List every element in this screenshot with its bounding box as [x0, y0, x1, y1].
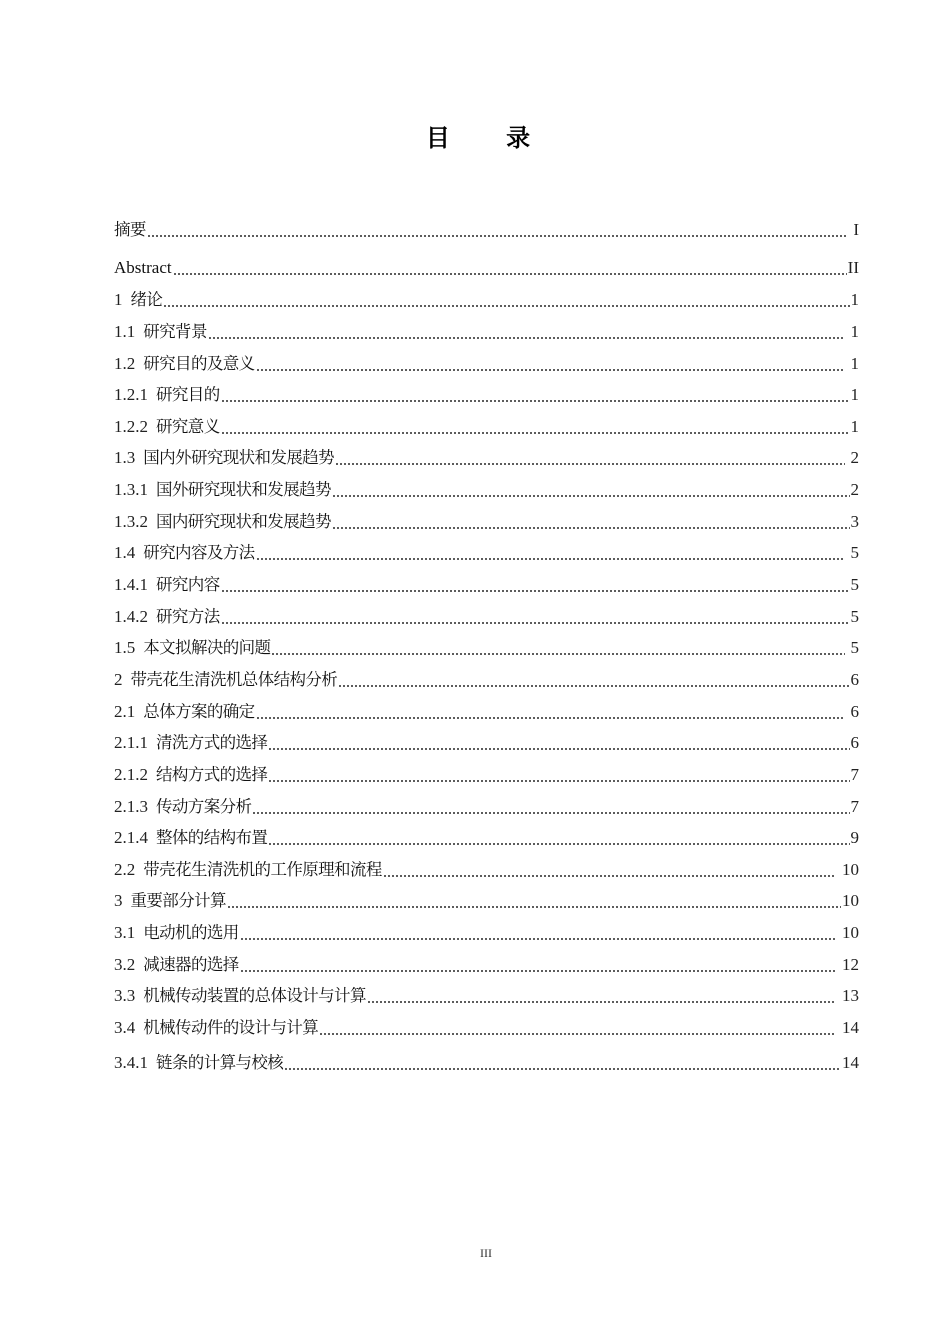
- toc-dot-leader: [252, 797, 849, 817]
- toc-entry-label: [114, 638, 270, 658]
- toc-entry-label: [114, 607, 220, 627]
- toc-entry[interactable]: [114, 729, 859, 753]
- toc-entry-label: [114, 575, 220, 595]
- toc-entry[interactable]: [114, 603, 859, 627]
- toc-section-number: 1.4: [114, 543, 136, 562]
- toc-dot-leader: [221, 385, 850, 405]
- toc-entry[interactable]: [114, 761, 859, 785]
- toc-section-number: 2.1.2: [114, 765, 148, 784]
- toc-section-title: 研究内容: [156, 575, 220, 594]
- toc-dot-leader: [221, 607, 850, 627]
- toc-section-number: 2.1.4: [114, 828, 148, 847]
- toc-section-title: 摘要: [114, 220, 146, 239]
- toc-entry-label: [114, 733, 267, 753]
- toc-page-number: 6: [850, 670, 859, 689]
- toc-section-number: 3.2: [114, 955, 136, 974]
- toc-page-number: 1: [850, 322, 859, 341]
- toc-entry[interactable]: [114, 254, 859, 278]
- toc-page-number: 2: [850, 448, 859, 467]
- toc-section-title: 研究背景: [143, 322, 207, 341]
- toc-section-number: 1.2: [114, 354, 136, 373]
- toc-entry[interactable]: [114, 698, 859, 722]
- toc-section-number: 2.1.1: [114, 733, 148, 752]
- toc-section-number: 2.1: [114, 702, 136, 721]
- toc-dot-leader: [319, 1018, 836, 1038]
- toc-page-number: 5: [850, 575, 859, 594]
- toc-section-number: 3.4: [114, 1018, 136, 1037]
- toc-page-number: 2: [850, 480, 859, 499]
- footer-page-number: III: [480, 1246, 492, 1260]
- toc-section-title: 重要部分计算: [130, 891, 226, 910]
- toc-section-title: 整体的结构布置: [156, 828, 268, 847]
- toc-section-number: 2: [114, 670, 123, 689]
- toc-section-number: 1.3.2: [114, 512, 148, 531]
- toc-section-title: 机械传动装置的总体设计与计算: [143, 986, 366, 1005]
- toc-page-number: 3: [850, 512, 859, 531]
- toc-entry-label: [114, 290, 162, 310]
- toc-section-title: 研究目的: [156, 385, 220, 404]
- toc-page-number: 6: [850, 702, 859, 721]
- toc-dot-leader: [284, 1053, 841, 1073]
- toc-entry[interactable]: [114, 413, 859, 437]
- toc-dot-leader: [335, 448, 844, 468]
- toc-section-title: 传动方案分析: [156, 797, 252, 816]
- toc-dot-leader: [332, 512, 850, 532]
- toc-section-number: 1.2.2: [114, 417, 148, 436]
- toc-entry[interactable]: [114, 1014, 859, 1038]
- toc-section-title: 带壳花生清洗机总体结构分析: [130, 670, 338, 689]
- toc-dot-leader: [268, 765, 849, 785]
- toc-entry-label: [114, 860, 382, 880]
- toc-section-number: 3.3: [114, 986, 136, 1005]
- toc-entry-label: [114, 670, 337, 690]
- toc-entry-label: [114, 797, 251, 817]
- toc-section-number: 2.2: [114, 860, 136, 879]
- toc-entry[interactable]: [114, 508, 859, 532]
- toc-section-title: 结构方式的选择: [156, 765, 268, 784]
- toc-page-number: 10: [842, 923, 859, 942]
- toc-page-number: 9: [850, 828, 859, 847]
- toc-page-number: 7: [850, 797, 859, 816]
- toc-page-number: 7: [850, 765, 859, 784]
- toc-section-number: 3.1: [114, 923, 136, 942]
- toc-section-title: 清洗方式的选择: [156, 733, 268, 752]
- toc-dot-leader: [163, 290, 849, 310]
- toc-section-number: 1.5: [114, 638, 136, 657]
- toc-page-number: 5: [850, 607, 859, 626]
- toc-section-title: 机械传动件的设计与计算: [143, 1018, 319, 1037]
- toc-section-number: 1: [114, 290, 123, 309]
- toc-page-number: 12: [842, 955, 859, 974]
- toc-page-number: 10: [842, 891, 859, 910]
- toc-page-number: 1: [850, 417, 859, 436]
- toc-page-number: 5: [850, 638, 859, 657]
- toc-section-number: 1.2.1: [114, 385, 148, 404]
- toc-dot-leader: [383, 860, 836, 880]
- toc-section-title: 带壳花生清洗机的工作原理和流程: [143, 860, 382, 879]
- toc-entry-label: [114, 543, 255, 563]
- toc-section-title: 本文拟解决的问题: [143, 638, 271, 657]
- toc-entry-label: [114, 448, 334, 468]
- toc-entry-label: [114, 765, 267, 785]
- toc-page-number: 1: [850, 385, 859, 404]
- toc-page-number: 13: [842, 986, 859, 1005]
- toc-section-title: 研究方法: [156, 607, 220, 626]
- toc-section-title: 国内外研究现状和发展趋势: [143, 448, 335, 467]
- toc-section-number: 1.4.1: [114, 575, 148, 594]
- toc-section-number: 3.4.1: [114, 1053, 148, 1072]
- toc-dot-leader: [367, 986, 836, 1006]
- toc-entry[interactable]: [114, 476, 859, 500]
- toc-dot-leader: [240, 923, 836, 943]
- toc-section-number: 1.4.2: [114, 607, 148, 626]
- toc-entry-label: [114, 702, 255, 722]
- toc-page-number: 6: [850, 733, 859, 752]
- toc-section-title: 国外研究现状和发展趋势: [156, 480, 331, 499]
- page-title: 目 录: [425, 124, 555, 152]
- toc-section-title: 电动机的选用: [143, 923, 239, 942]
- toc-section-title: 总体方案的确定: [143, 702, 255, 721]
- toc-dot-leader: [147, 220, 848, 240]
- toc-entry-label: [114, 955, 239, 975]
- toc-dot-leader: [268, 733, 849, 753]
- toc-entry[interactable]: [114, 571, 859, 595]
- toc-section-number: 3: [114, 891, 123, 910]
- toc-section-title: 绪论: [130, 290, 163, 309]
- toc-section-title: 研究意义: [156, 417, 220, 436]
- toc-entry[interactable]: [114, 1049, 859, 1073]
- toc-entry[interactable]: [114, 793, 859, 817]
- toc-entry-label: [114, 891, 226, 911]
- toc-entry-label: [114, 923, 239, 943]
- toc-entry[interactable]: [114, 634, 859, 658]
- toc-section-title: 链条的计算与校核: [156, 1053, 284, 1072]
- toc-entry-label: [114, 220, 146, 240]
- toc-section-number: 1.3.1: [114, 480, 148, 499]
- toc-page-number: 14: [842, 1018, 859, 1037]
- toc-dot-leader: [221, 575, 850, 595]
- toc-entry[interactable]: [114, 887, 859, 911]
- toc-entry[interactable]: [114, 982, 859, 1006]
- toc-entry[interactable]: [114, 539, 859, 563]
- toc-entry[interactable]: [114, 381, 859, 405]
- toc-dot-leader: [221, 417, 850, 437]
- toc-entry[interactable]: [114, 286, 859, 310]
- toc-entry-label: [114, 512, 331, 532]
- toc-entry-label: [114, 828, 267, 848]
- toc-entry-label: [114, 480, 331, 500]
- toc-entry-label: [114, 385, 220, 405]
- toc-dot-leader: [268, 828, 849, 848]
- toc-entry[interactable]: [114, 951, 859, 975]
- toc-section-number: 2.1.3: [114, 797, 148, 816]
- toc-entry[interactable]: [114, 216, 859, 240]
- toc-dot-leader: [256, 702, 845, 722]
- toc-entry[interactable]: [114, 824, 859, 848]
- toc-dot-leader: [227, 891, 841, 911]
- toc-section-title: 减速器的选择: [143, 955, 239, 974]
- toc-entry[interactable]: [114, 666, 859, 690]
- toc-entry-label: [114, 258, 172, 278]
- toc-dot-leader: [256, 543, 845, 563]
- toc-dot-leader: [338, 670, 849, 690]
- toc-entry[interactable]: [114, 856, 859, 880]
- toc-section-title: 研究内容及方法: [143, 543, 255, 562]
- toc-entry[interactable]: [114, 444, 859, 468]
- toc-section-title: Abstract: [114, 258, 172, 277]
- toc-section-number: 1.3: [114, 448, 136, 467]
- toc-page-number: 1: [850, 290, 859, 309]
- toc-page-number: 14: [842, 1053, 859, 1072]
- toc-entry[interactable]: [114, 350, 859, 374]
- toc-page-number: I: [853, 220, 859, 239]
- toc-dot-leader: [256, 354, 845, 374]
- toc-entry[interactable]: [114, 318, 859, 342]
- toc-entry-label: [114, 1018, 318, 1038]
- toc-dot-leader: [271, 638, 844, 658]
- toc-entry-label: [114, 1053, 283, 1073]
- toc-page-number: 1: [850, 354, 859, 373]
- toc-entry-label: [114, 417, 220, 437]
- toc-section-number: 1.1: [114, 322, 136, 341]
- toc-dot-leader: [173, 258, 847, 278]
- toc-entry-label: [114, 322, 207, 342]
- toc-dot-leader: [332, 480, 850, 500]
- toc-dot-leader: [240, 955, 836, 975]
- toc-section-title: 研究目的及意义: [143, 354, 255, 373]
- toc-page-number: II: [847, 258, 859, 277]
- toc-page-number: 10: [842, 860, 859, 879]
- toc-entry-label: [114, 986, 366, 1006]
- toc-entry[interactable]: [114, 919, 859, 943]
- toc-entry-label: [114, 354, 255, 374]
- toc-dot-leader: [208, 322, 845, 342]
- toc-page-number: 5: [850, 543, 859, 562]
- toc-section-title: 国内研究现状和发展趋势: [156, 512, 331, 531]
